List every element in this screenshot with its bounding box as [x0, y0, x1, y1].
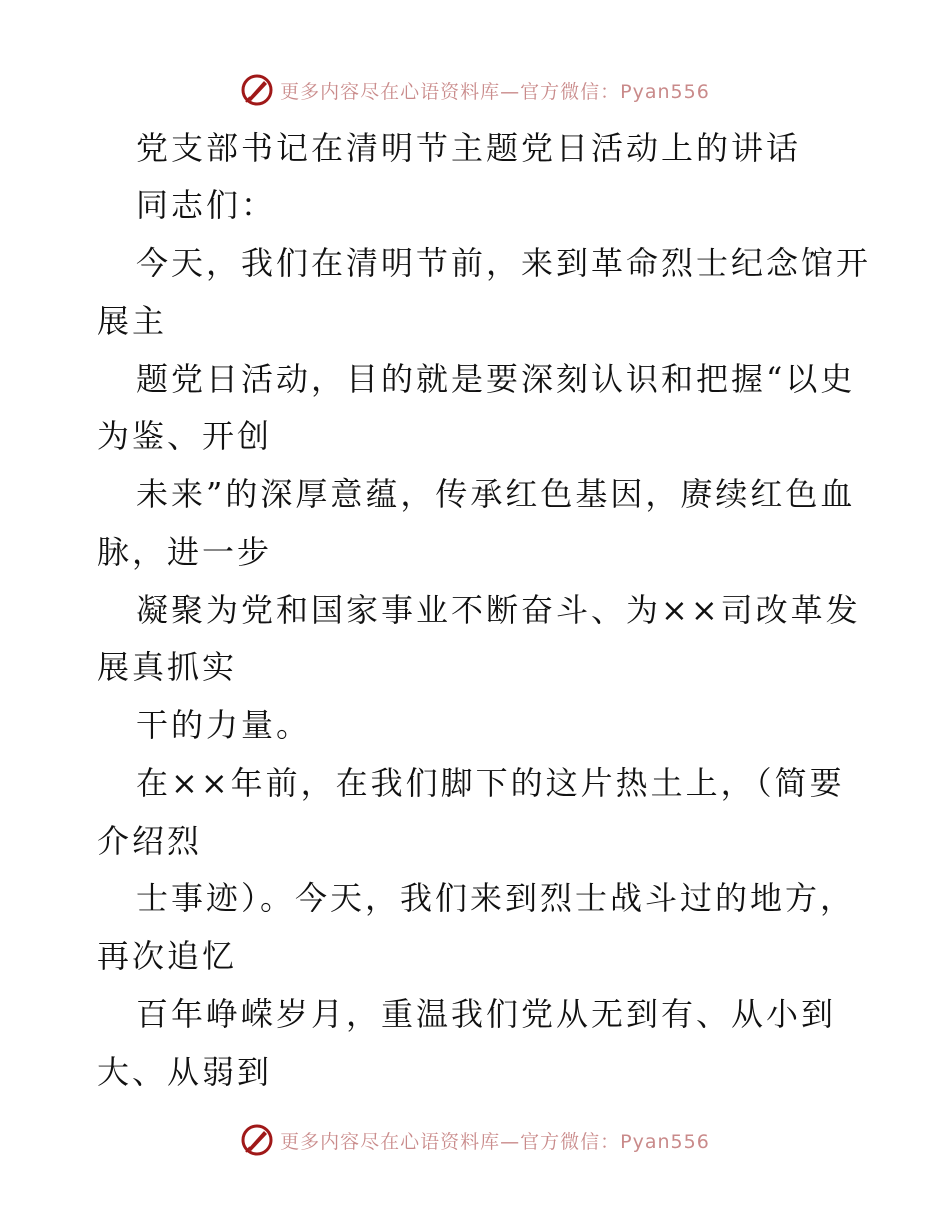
header-banner — [0, 70, 950, 110]
footer-banner — [0, 1120, 950, 1160]
paragraph-line: 百年峥嵘岁月，重温我们党从无到有、从小到 — [136, 995, 837, 1033]
paragraph-line: 干的力量。 — [136, 706, 312, 744]
paragraph-line: 未来”的深厚意蕴，传承红色基因，赓续红色血 — [136, 475, 856, 513]
paragraph-line: 为鉴、开创 — [97, 417, 273, 455]
footer-banner-text: 更多内容尽在心语资料库—官方微信：Pyan556 — [280, 1130, 710, 1153]
paragraph-line: 同志们： — [136, 186, 277, 224]
feather-pen-logo-icon — [240, 73, 274, 107]
paragraph-line: 今天，我们在清明节前，来到革命烈士纪念馆开 — [136, 244, 872, 282]
paragraph-line: 再次追忆 — [97, 937, 238, 975]
document-title: 党支部书记在清明节主题党日活动上的讲话 — [136, 129, 802, 167]
header-banner-text: 更多内容尽在心语资料库—官方微信：Pyan556 — [280, 80, 710, 103]
feather-pen-logo-icon — [240, 1123, 274, 1157]
paragraph-line: 士事迹）。今天，我们来到烈士战斗过的地方， — [136, 879, 856, 917]
paragraph-line: 题党日活动，目的就是要深刻认识和把握“以史 — [136, 360, 856, 398]
paragraph-line: 大、从弱到 — [97, 1053, 273, 1091]
paragraph-line: 在××年前，在我们脚下的这片热土上，（简要 — [136, 764, 845, 802]
paragraph-line: 介绍烈 — [97, 822, 203, 860]
paragraph-line: 凝聚为党和国家事业不断奋斗、为××司改革发 — [136, 591, 861, 629]
paragraph-line: 脉，进一步 — [97, 533, 273, 571]
paragraph-line: 展真抓实 — [97, 648, 238, 686]
paragraph-line: 展主 — [97, 302, 168, 340]
